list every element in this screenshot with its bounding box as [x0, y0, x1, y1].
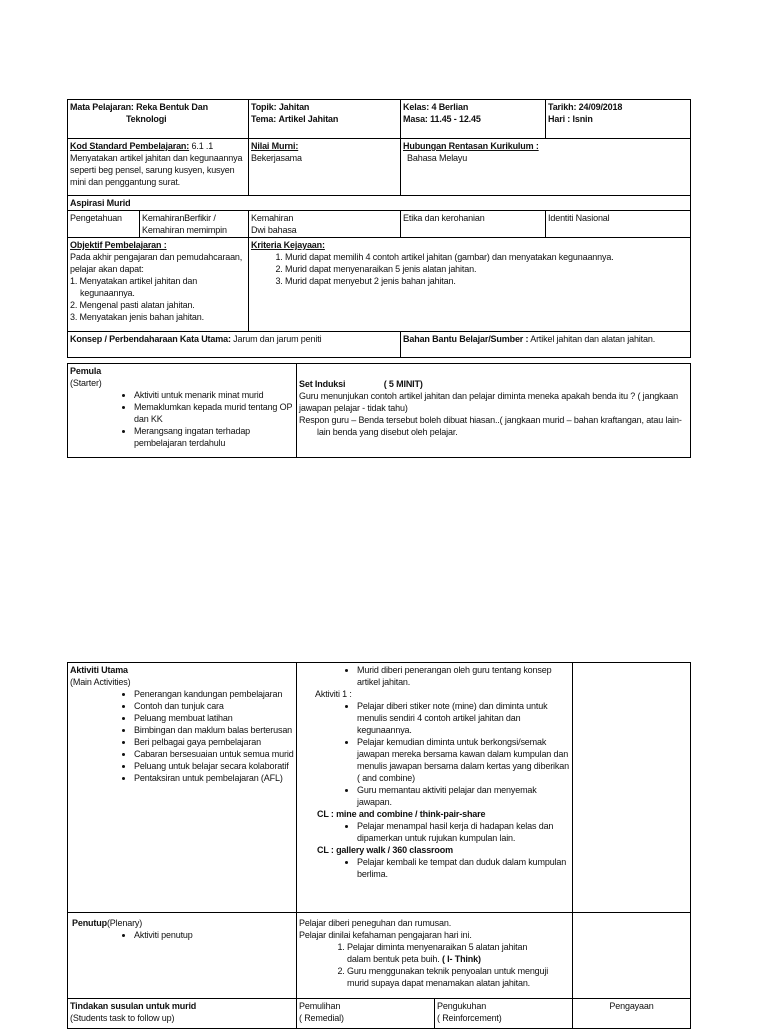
aspiration-ethics: Etika dan kerohanian	[401, 211, 546, 238]
aspiration-thinking-cell	[140, 211, 249, 238]
standard-line: mini dan penggantung surat.	[70, 177, 181, 187]
main-bullet: • Contoh dan tunjuk cara	[134, 700, 294, 712]
closing-label: Penutup	[72, 918, 107, 928]
concept-cell	[68, 332, 401, 358]
theme-label: Tema:	[251, 114, 277, 124]
closing-bullet: • Aktiviti penutup	[134, 929, 294, 941]
set-induction-cell	[297, 364, 691, 458]
remedial-sub: ( Remedial)	[299, 1013, 344, 1023]
aspiration-leadership: Kemahiran memimpin	[142, 225, 227, 235]
values-label: Nilai Murni:	[251, 141, 299, 151]
objective-item: 3. Menyatakan jenis bahan jahitan.	[70, 312, 204, 322]
closing-sub: (Plenary)	[106, 918, 143, 928]
main-bullet: • Peluang membuat latihan	[134, 712, 294, 724]
main-detail: • Guru memantau aktiviti pelajar dan menyemak jawapan.	[357, 784, 570, 808]
objectives-cell	[68, 238, 249, 332]
objectives-label: Objektif Pembelajaran :	[70, 240, 167, 250]
reinforce-label: Pengukuhan	[437, 1001, 487, 1011]
followup-cell	[68, 999, 297, 1029]
day-label: Hari :	[548, 114, 571, 124]
aspiration-bilingual: Dwi bahasa	[251, 225, 297, 235]
closing-item: 1. Pelajar diminta menyenaraikan 5 alatan jahitan dalam bentuk peta buih. ( I- Think)	[347, 941, 570, 965]
time-label: Masa:	[403, 114, 428, 124]
reinforce-cell	[435, 999, 573, 1029]
enrich-cell	[573, 999, 691, 1029]
starter-bullet: • Merangsang ingatan terhadap pembelajaran terdahulu	[134, 425, 294, 449]
curriculum-label: Hubungan Rentasan Kurikulum :	[403, 141, 539, 151]
aspiration-skill: Kemahiran	[251, 213, 294, 223]
main-sub: (Main Activities)	[70, 677, 131, 687]
values-cell	[249, 139, 401, 196]
remedial-label: Pemulihan	[299, 1001, 341, 1011]
closing-notes-cell	[573, 913, 691, 999]
subject-value: Reka Bentuk Dan	[136, 102, 208, 112]
reinforce-sub: ( Reinforcement)	[437, 1013, 502, 1023]
followup-sub: (Students task to follow up)	[70, 1013, 175, 1023]
topic-label: Topik:	[251, 102, 277, 112]
main-bullet: • Beri pelbagai gaya pembelajaran	[134, 736, 294, 748]
aspiration-thinking: KemahiranBerfikir /	[142, 213, 216, 223]
subject-value-2: Teknologi	[126, 114, 167, 124]
theme-value: Artikel Jahitan	[278, 114, 339, 124]
criteria-label: Kriteria Kejayaan:	[251, 240, 325, 250]
class-cell	[401, 100, 546, 139]
enrich-label: Pengayaan	[609, 1001, 654, 1011]
starter-label: Pemula	[70, 366, 102, 376]
followup-label: Tindakan susulan untuk murid	[70, 1001, 197, 1011]
date-value: 24/09/2018	[578, 102, 623, 112]
main-label: Aktiviti Utama	[70, 665, 128, 675]
set-induction-text: Guru menunjukan contoh artikel jahitan dan pelajar diminta meneka apakah benda itu ? ( jangkaan	[299, 391, 679, 401]
main-bullet: • Cabaran bersesuaian untuk semua murid	[134, 748, 294, 760]
main-details-cell	[297, 663, 573, 913]
aspiration-knowledge: Pengetahuan	[68, 211, 140, 238]
standard-line: seperti beg pensel, sarung kusyen, kusyen	[70, 165, 235, 175]
date-cell	[546, 100, 691, 139]
objectives-intro: pelajar akan dapat:	[70, 264, 144, 274]
concept-label: Konsep / Perbendaharaan Kata Utama:	[70, 334, 231, 344]
objective-item: 2. Mengenal pasti alatan jahitan.	[70, 300, 195, 310]
criteria-item: 3. Murid dapat menyebut 2 jenis bahan jahitan.	[285, 275, 688, 287]
remedial-cell	[297, 999, 435, 1029]
values-value: Bekerjasama	[251, 153, 302, 163]
set-induction-text: Respon guru – Benda tersebut boleh dibuat hiasan..( jangkaan murid – bahan kraftangan, atau lain-	[299, 415, 682, 425]
aids-cell	[401, 332, 691, 358]
activity-1-label: Aktiviti 1 :	[315, 689, 352, 699]
topic-value: Jahitan	[278, 102, 310, 112]
criteria-cell	[249, 238, 691, 332]
standard-line: Menyatakan artikel jahitan dan kegunaannya	[70, 153, 243, 163]
main-detail: • Pelajar menampal hasil kerja di hadapan kelas dan dipamerkan untuk rujukan kumpulan lain.	[357, 820, 570, 844]
main-bullet: • Bimbingan dan maklum balas berterusan	[134, 724, 294, 736]
subject-label: Mata Pelajaran:	[70, 102, 134, 112]
class-label: Kelas:	[403, 102, 430, 112]
criteria-item: 1. Murid dapat memilih 4 contoh artikel jahitan (gambar) dan menyatakan kegunaannya.	[285, 251, 688, 263]
aspiration-bilingual-cell	[249, 211, 401, 238]
main-detail: • Pelajar kemudian diminta untuk berkongsi/semak jawapan mereka bersama kawan dalam kumpulan dan menulis jawapan bersama dalam kertas yang diberikan ( and combine)	[357, 736, 570, 784]
closing-item: 2. Guru menggunakan teknik penyoalan untuk menguji murid supaya dapat menamakan alatan jahitan.	[347, 965, 570, 989]
set-induction-label: Set Induksi	[299, 379, 346, 389]
criteria-item: 2. Murid dapat menyenaraikan 5 jenis alatan jahitan.	[285, 263, 688, 275]
cl-label: CL : gallery walk / 360 classroom	[317, 845, 453, 855]
topic-cell	[249, 100, 401, 139]
class-value: 4 Berlian	[431, 102, 469, 112]
starter-sub: (Starter)	[70, 378, 102, 388]
time-value: 11.45 - 12.45	[430, 114, 481, 124]
main-bullet: • Pentaksiran untuk pembelajaran (AFL)	[134, 772, 294, 784]
cl-label: CL : mine and combine / think-pair-share	[317, 809, 486, 819]
starter-table	[67, 363, 691, 458]
closing-text: Pelajar dinilai kefahaman pengajaran hari ini.	[299, 930, 472, 940]
main-notes-cell	[573, 663, 691, 913]
aspirations-label: Aspirasi Murid	[68, 196, 691, 211]
lesson-plan-header-table	[67, 99, 691, 358]
aids-value: Artikel jahitan dan alatan jahitan.	[530, 334, 656, 344]
curriculum-cell	[401, 139, 691, 196]
aids-label: Bahan Bantu Belajar/Sumber :	[403, 334, 529, 344]
curriculum-value: Bahasa Melayu	[407, 153, 468, 163]
concept-value: Jarum dan jarum peniti	[233, 334, 322, 344]
standard-code: 6.1 .1	[191, 141, 214, 151]
main-bullet: • Peluang untuk belajar secara kolaboratif	[134, 760, 294, 772]
starter-cell	[68, 364, 297, 458]
activities-table	[67, 662, 691, 1029]
starter-bullet: • Aktiviti untuk menarik minat murid	[134, 389, 294, 401]
standard-label: Kod Standard Pembelajaran:	[70, 141, 190, 151]
closing-details-cell	[297, 913, 573, 999]
standard-cell	[68, 139, 249, 196]
objectives-intro: Pada akhir pengajaran dan pemudahcaraan,	[70, 252, 243, 262]
main-detail: • Pelajar diberi stiker note (mine) dan diminta untuk menulis sendiri 4 contoh artikel jahitan dan kegunaannya.	[357, 700, 570, 736]
objective-item: 1. Menyatakan artikel jahitan dan	[70, 276, 198, 286]
day-value: Isnin	[572, 114, 593, 124]
starter-bullet: • Memaklumkan kepada murid tentang OP dan KK	[134, 401, 294, 425]
main-detail: • Murid diberi penerangan oleh guru tentang konsep artikel jahitan.	[357, 664, 570, 688]
main-activities-cell	[68, 663, 297, 913]
set-induction-text: lain benda yang disebut oleh pelajar.	[317, 427, 458, 437]
set-induction-time: ( 5 MINIT)	[383, 379, 423, 389]
main-bullet: • Penerangan kandungan pembelajaran	[134, 688, 294, 700]
subject-cell	[68, 100, 249, 139]
main-detail: • Pelajar kembali ke tempat dan duduk dalam kumpulan berlima.	[357, 856, 570, 880]
closing-text: Pelajar diberi peneguhan dan rumusan.	[299, 918, 452, 928]
objective-item: kegunaannya.	[80, 288, 135, 298]
set-induction-text: jawapan pelajar - tidak tahu)	[299, 403, 408, 413]
closing-cell	[68, 913, 297, 999]
aspiration-national-identity: Identiti Nasional	[546, 211, 691, 238]
date-label: Tarikh:	[548, 102, 577, 112]
